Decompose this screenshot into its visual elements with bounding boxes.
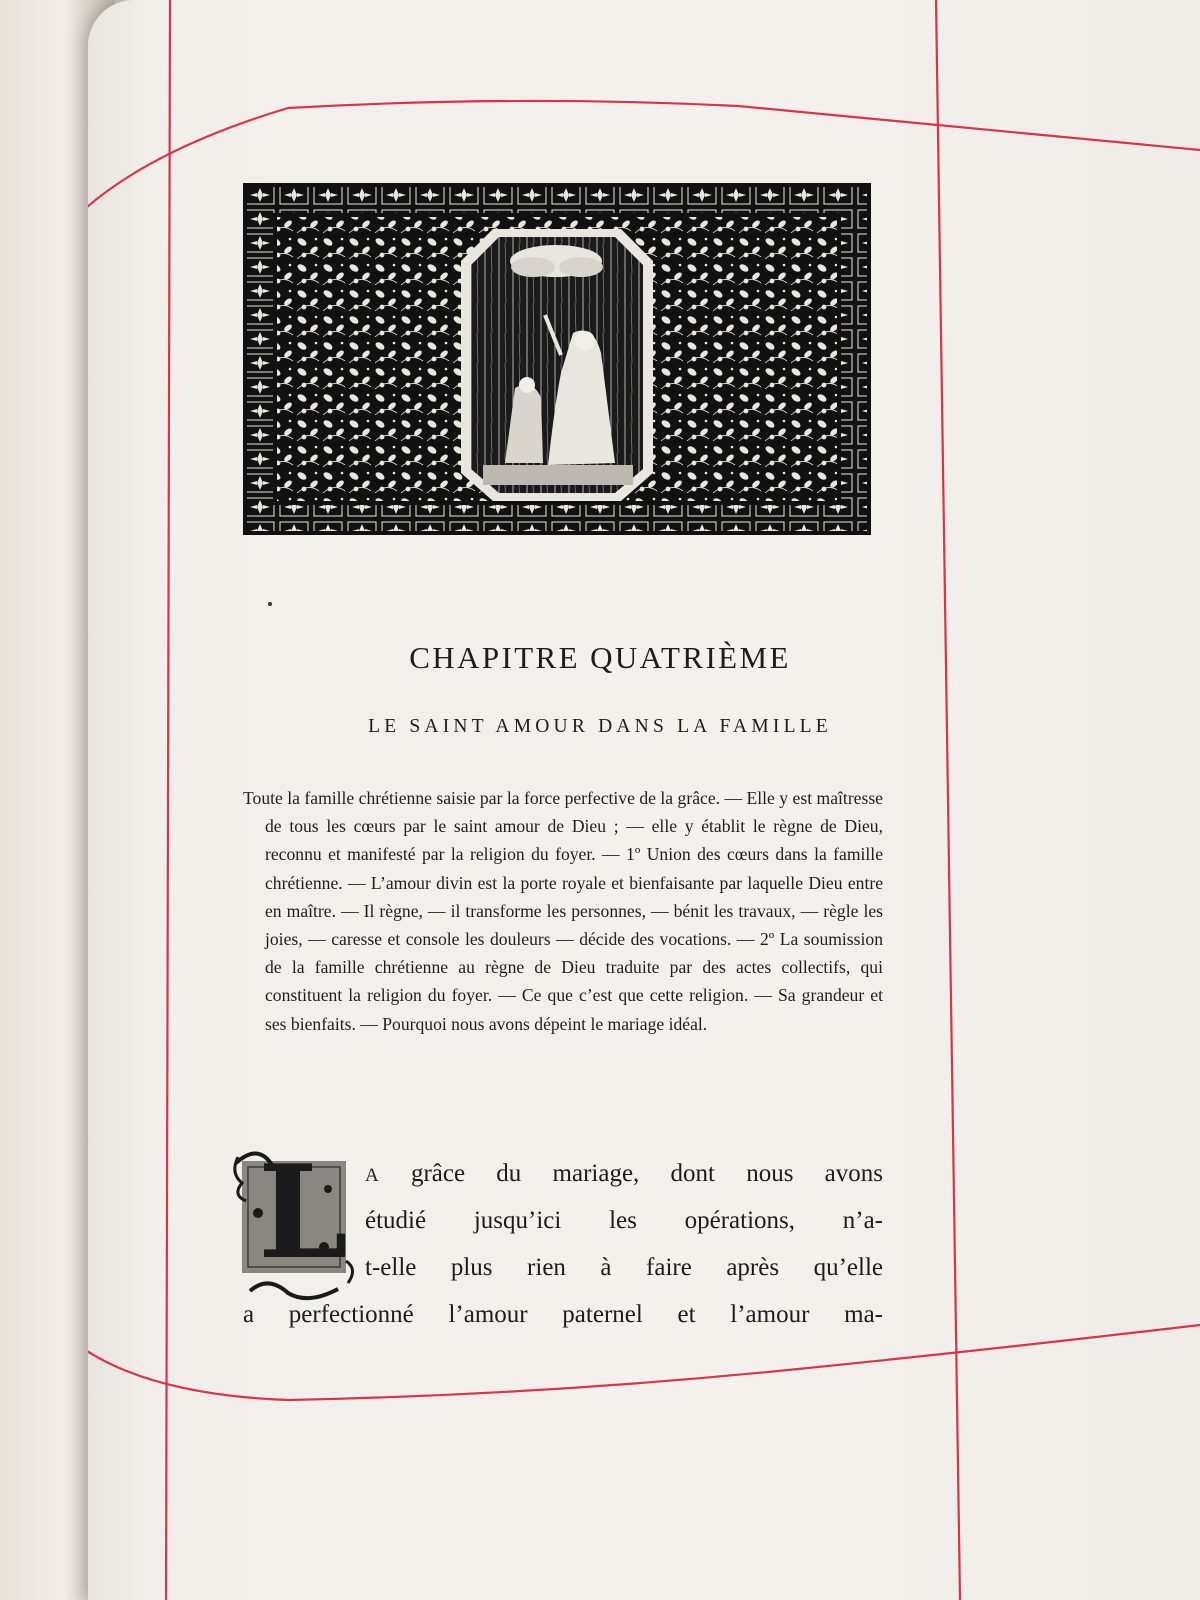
chapter-header-illustration [243, 183, 871, 535]
rule-left-vertical [166, 0, 170, 1600]
body-line-1-rest: grâce du mariage, dont nous avons [379, 1160, 883, 1187]
body-text [243, 1138, 883, 1338]
rule-right-vertical [936, 0, 960, 1600]
dropcap-letter: L [258, 1138, 348, 1288]
body-line-2: étudié jusqu’ici les opérations, n’a- [365, 1207, 883, 1234]
body-line-1-smallcaps: A [365, 1165, 380, 1186]
ornamental-engraving [243, 183, 871, 535]
chapter-subtitle: LE SAINT AMOUR DANS LA FAMILLE [368, 716, 832, 737]
chapter-summary: Toute la famille chrétienne saisie par la force perfective de la grâce. — Elle y est maîtresse de tous les cœurs par le saint amour de Dieu ; — elle y établit le règne de Dieu, reconnu et manifesté par la religion du foyer. — 1º Union des cœurs dans la famille chrétienne. — L’amour divin est la porte royale et bienfaisante par laquelle Dieu entre en maître. — Il règne, — il transforme les personnes, — bénit les travaux, — règle les joies, — caresse et console les douleurs — décide des vocations. — 2º La soumission de la famille chrétienne au règne de Dieu traduite par des actes collectifs, qui constituent la religion du foyer. — Ce que c’est que cette religion. — Sa grandeur et ses bienfaits. — Pourquoi nous avons dépeint le mariage idéal. [243, 788, 883, 1034]
body-line-1 [243, 1150, 883, 1197]
body-line-3: t-elle plus rien à faire après qu’elle [365, 1254, 883, 1281]
chapter-title: CHAPITRE QUATRIÈME [409, 640, 791, 675]
ink-speck [268, 602, 272, 606]
body-line-4: a perfectionné l’amour paternel et l’amour ma- [243, 1301, 883, 1328]
